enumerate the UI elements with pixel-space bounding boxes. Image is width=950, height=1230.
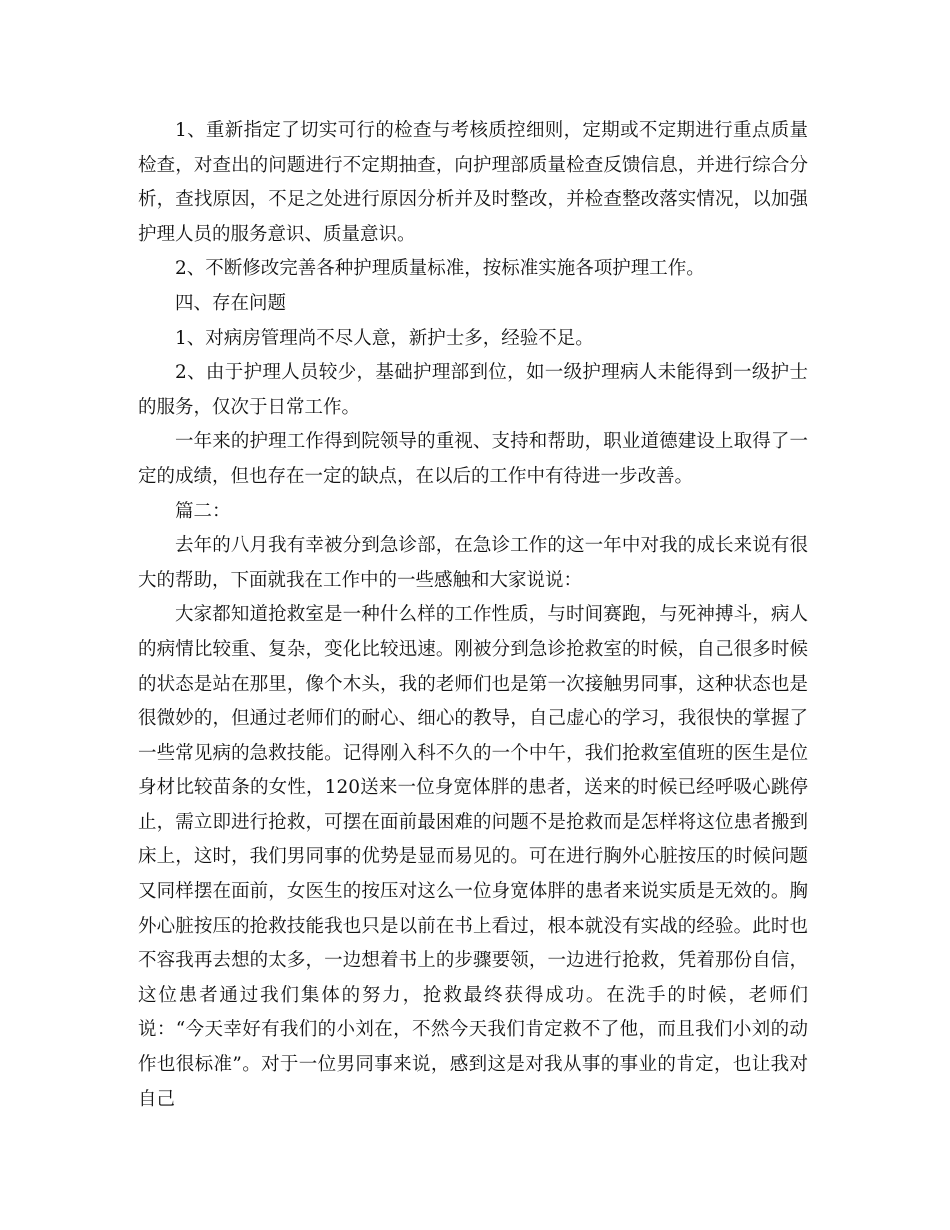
section-heading-problems: 四、存在问题: [175, 292, 287, 314]
paragraph-quality-inspection: 1、重新指定了切实可行的检查与考核质控细则，定期或不定期进行重点质量检查，对查出的问题进行不定期抽查，向护理部质量检查反馈信息，并进行综合分析，查找原因，不足之处进行原因分析并及时整改，并检查整改落实情况，以加强护理人员的服务意识、质量意识。: [138, 120, 808, 245]
paragraph-staff-shortage: 2、由于护理人员较少，基础护理部到位，如一级护理病人未能得到一级护士的服务，仅次于日常工作。: [138, 362, 808, 418]
paragraph-emergency-intro: 去年的八月我有幸被分到急诊部，在急诊工作的这一年中对我的成长来说有很大的帮助，下面就我在工作中的一些感触和大家说说：: [138, 535, 808, 591]
paragraph-ward-management: 1、对病房管理尚不尽人意，新护士多，经验不足。: [175, 327, 594, 349]
paragraph-year-summary: 一年来的护理工作得到院领导的重视、支持和帮助，职业道德建设上取得了一定的成绩，但也存在一定的缺点，在以后的工作中有待进一步改善。: [138, 431, 808, 487]
paragraph-rescue-story: 大家都知道抢救室是一种什么样的工作性质，与时间赛跑，与死神搏斗，病人的病情比较重、复杂，变化比较迅速。刚被分到急诊抢救室的时候，自己很多时候的状态是站在那里，像个木头，我的老师们也是第一次接触男同事，这种状态也是很微妙的，但通过老师们的耐心、细心的教导，自己虚心的学习，我很快的掌握了一些常见病的急救技能。记得刚入科不久的一个中午，我们抢救室值班的医生是位身材比较苗条的女性，120送来一位身宽体胖的患者，送来的时候已经呼吸心跳停止，需立即进行抢救，可摆在面前最困难的问题不是抢救而是怎样将这位患者搬到床上，这时，我们男同事的优势是显而易见的。可在进行胸外心脏按压的时候问题又同样摆在面前，女医生的按压对这么一位身宽体胖的患者来说实质是无效的。胸外心脏按压的抢救技能我也只是以前在书上看过，根本就没有实战的经验。此时也不容我再去想的太多，一边想着书上的步骤要领，一边进行抢救，凭着那份自信，这位患者通过我们集体的努力，抢救最终获得成功。在洗手的时候，老师们说：“今天幸好有我们的小刘在，不然今天我们肯定救不了他，而且我们小刘的动作也很标准”。对于一位男同事来说，感到这是对我从事的事业的肯定，也让我对自己: [138, 604, 808, 1110]
paragraph-quality-standards: 2、不断修改完善各种护理质量标准，按标准实施各项护理工作。: [175, 258, 705, 280]
document-body: [138, 114, 808, 1117]
section-heading-part-two: 篇二：: [175, 500, 231, 522]
